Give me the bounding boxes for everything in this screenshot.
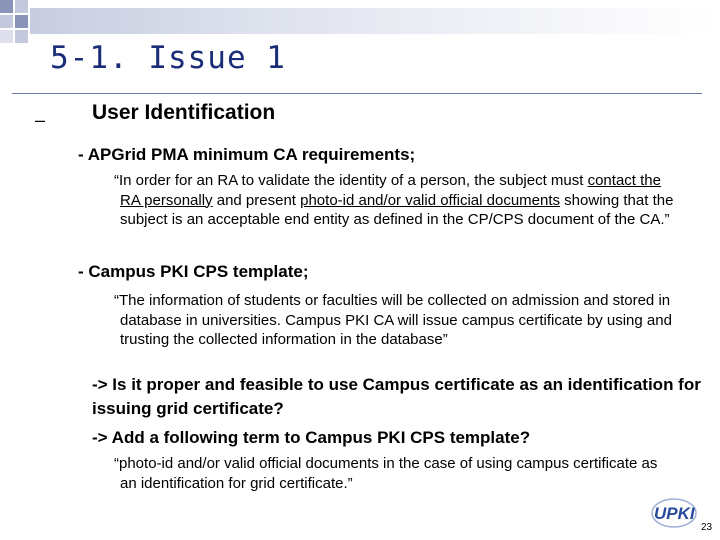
section1-heading: - APGrid PMA minimum CA requirements; — [78, 145, 416, 164]
section2-quote: “The information of students or faculties will be collected on admission and stored in database in universities. Campus PKI CA will issue campus certificate by using and trusting the collected information in the database” — [114, 292, 672, 348]
page-number: 23 — [701, 522, 713, 533]
bullet-dash: – — [35, 110, 46, 130]
arrow1-text: -> Is it proper and feasible to use Campus certificate as an identification for issuing grid certificate? — [92, 375, 701, 418]
quote1-link1: contact the RA personally — [120, 172, 661, 209]
arrow-point-2: -> Add a following term to Campus PKI CPS template? — [92, 428, 531, 447]
upki-logo — [650, 496, 698, 535]
arrow-point-1 — [92, 373, 702, 421]
title-divider — [12, 93, 702, 94]
quote1-link2: photo-id and/or valid official documents — [300, 191, 561, 209]
section1-quote — [114, 171, 680, 230]
slide-title: 5-1. Issue 1 — [50, 40, 286, 76]
quote1-part2: and present — [212, 191, 301, 209]
header-bar — [30, 8, 720, 34]
quote1-part3: showing that the subject is an acceptable end entity as defined in the CP/CPS document of the CA.” — [120, 191, 674, 228]
section2-quote2: “photo-id and/or valid official documents in the case of using campus certificate as an identification for grid certificate.” — [114, 455, 658, 492]
section2-heading: - Campus PKI CPS template; — [78, 262, 309, 281]
svg-text:UPKI: UPKI — [654, 504, 695, 523]
quote1-part1: “In order for an RA to validate the identity of a person, the subject must — [114, 172, 588, 189]
main-heading: User Identification — [92, 101, 276, 124]
